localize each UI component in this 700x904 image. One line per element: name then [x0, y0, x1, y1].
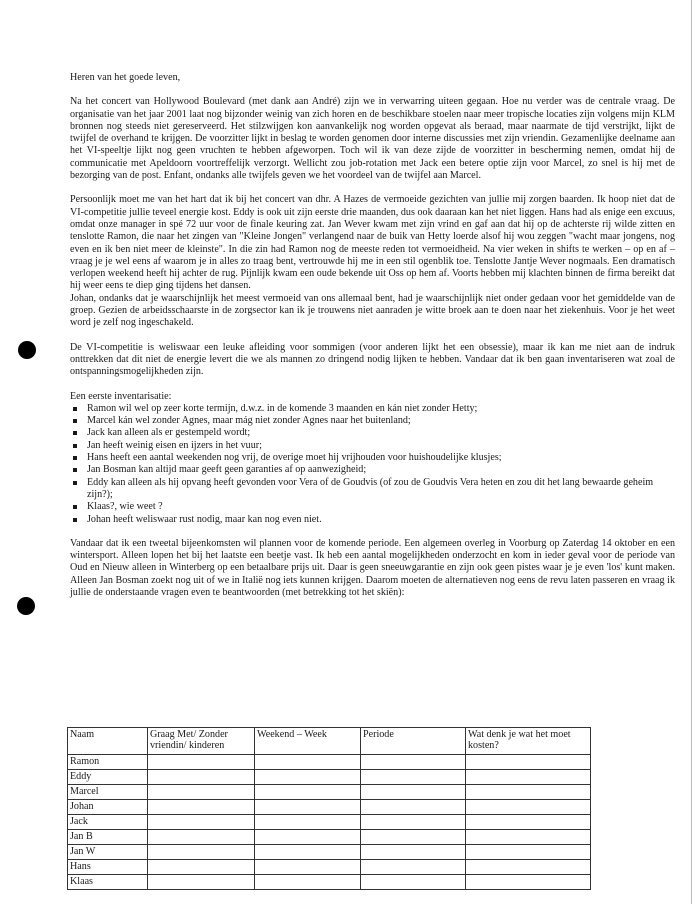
page-edge-line — [691, 0, 692, 904]
answer-cell — [255, 755, 361, 770]
closing-paragraph: Vandaar dat ik een tweetal bijeenkomsten wil plannen voor de komende periode. Een algemeen overleg in Voorburg op Zaterdag 14 oktober en een wintersport. Alleen lopen het bij het laatste een beetje vast. Ik heb een aantal mogelijkheden onderzocht en kom in ieder geval voor de periode van Oud en Nieuw alleen in Winterberg op een betaalbare prijs uit. Daar is geen sneeuwgarantie en zijn ook geen pistes waar je je even 'los' kunt maken. Alleen Jan Bosman zoekt nog uit of we in Italië nog iets kunnen krijgen. Daarom moeten de alternatieven nog eens de revu laten passeren en vraag ik jullie de onderstaande vragen even te beantwoorden (met betrekking tot het skiën): — [70, 537, 675, 598]
answer-cell — [255, 830, 361, 845]
punch-hole — [17, 597, 35, 615]
table-header-row — [68, 728, 591, 755]
answer-cell — [148, 785, 255, 800]
answer-cell — [466, 755, 591, 770]
answer-cell — [148, 800, 255, 815]
answer-cell — [255, 800, 361, 815]
name-cell: Ramon — [68, 755, 148, 770]
table-row — [68, 875, 591, 890]
answer-cell — [361, 830, 466, 845]
answer-cell — [148, 815, 255, 830]
answer-cell — [148, 875, 255, 890]
answer-cell — [466, 830, 591, 845]
column-header: Weekend – Week — [255, 728, 361, 755]
answer-cell — [361, 815, 466, 830]
answer-cell — [361, 800, 466, 815]
answer-cell — [361, 845, 466, 860]
name-cell: Jan W — [68, 845, 148, 860]
answer-cell — [255, 770, 361, 785]
list-item: Jan heeft weinig eisen en ijzers in het vuur; — [70, 440, 675, 452]
answer-cell — [361, 860, 466, 875]
list-item: Klaas?, wie weet ? — [70, 501, 675, 513]
name-cell: Marcel — [68, 785, 148, 800]
table-row — [68, 755, 591, 770]
answer-cell — [361, 875, 466, 890]
answer-cell — [148, 860, 255, 875]
table-row — [68, 830, 591, 845]
list-item: Hans heeft een aantal weekenden nog vrij, de overige moet hij vrijhouden voor huishoudelijke klusjes; — [70, 452, 675, 464]
table-row — [68, 785, 591, 800]
table-row — [68, 845, 591, 860]
table-row — [68, 800, 591, 815]
list-item: Johan heeft weliswaar rust nodig, maar kan nog even niet. — [70, 514, 675, 526]
list-item: Eddy kan alleen als hij opvang heeft gevonden voor Vera of de Goudvis (of zou de Goudvis Vera heten en zou dit het lang bewaarde geheim zijn?); — [70, 477, 675, 502]
paragraph: Johan, ondanks dat je waarschijnlijk het meest vermoeid van ons allemaal bent, had je waarschijnlijk niet onder gedaan voor het gemiddelde van de groep. Gezien de arbeidsschaarste in de zorgsector kan ik je trouwens niet aanraden je witte broek aan te doen naar het ziekenhuis. Voor je het weet word je zelf nog ingeschakeld. — [70, 292, 675, 329]
inventory-intro: Een eerste inventarisatie: — [70, 390, 172, 402]
column-header: Wat denk je wat het moet kosten? — [466, 728, 591, 755]
name-cell: Klaas — [68, 875, 148, 890]
answer-cell — [466, 785, 591, 800]
paragraph: Na het concert van Hollywood Boulevard (met dank aan André) zijn we in verwarring uiteen gegaan. Hoe nu verder was de centrale vraag. De organisatie van het jaar 2001 laat nog bijzonder weinig van zich horen en de beschikbare stoelen naar meer tropische locaties zijn volgens mijn KLM bronnen nog steeds niet gereserveerd. Het stilzwijgen kon aanvankelijk nog worden opgevat als beraad, maar naarmate de tijd verstrijkt, lijkt de twijfel de overhand te krijgen. De voorzitter lijkt in beslag te worden genomen door interne discussies met zijn vriendin. Gezamenlijke deelname aan het VI-speeltje lijkt nog geen vruchten te hebben afgeworpen. Toch wil ik van deze zijde de voorzitter in bescherming nemen, omdat hij de communicatie met Apeldoorn voortreffelijk verzorgt. Wellicht zou job-rotation met Jack een betere optie zijn voor Marcel, zo snel is hij met de bezorging van de post. Enfant, ondanks alle twijfels geven we het voordeel van de twijfel aan Marcel. — [70, 96, 675, 182]
ski-survey-table — [67, 727, 591, 890]
list-item: Marcel kán wel zonder Agnes, maar mág niet zonder Agnes naar het buitenland; — [70, 415, 675, 427]
list-item: Jan Bosman kan altijd maar geeft geen garanties af op aanwezigheid; — [70, 464, 675, 476]
name-cell: Jan B — [68, 830, 148, 845]
table-body — [68, 755, 591, 890]
name-cell: Jack — [68, 815, 148, 830]
answer-cell — [466, 875, 591, 890]
punch-hole — [18, 341, 36, 359]
answer-cell — [466, 770, 591, 785]
answer-cell — [361, 785, 466, 800]
name-cell: Johan — [68, 800, 148, 815]
answer-cell — [466, 800, 591, 815]
paragraph: De VI-competitie is weliswaar een leuke afleiding voor sommigen (voor anderen lijkt het een obsessie), maar ik kan me niet aan de indruk onttrekken dat dit niet de energie levert die we als mannen zo dringend nodig lijken te hebben. Vandaar dat ik ben gaan inventariseren wat zoal de ontspanningsmogelijkheden zijn. — [70, 341, 675, 378]
answer-cell — [466, 815, 591, 830]
answer-cell — [255, 785, 361, 800]
answer-cell — [148, 770, 255, 785]
list-item: Ramon wil wel op zeer korte termijn, d.w.z. in de komende 3 maanden en kán niet zonder Hetty; — [70, 403, 675, 415]
answer-cell — [361, 755, 466, 770]
answer-cell — [255, 815, 361, 830]
answer-cell — [255, 845, 361, 860]
answer-cell — [466, 845, 591, 860]
list-item: Jack kan alleen als er gestempeld wordt; — [70, 427, 675, 439]
name-cell: Eddy — [68, 770, 148, 785]
answer-cell — [148, 830, 255, 845]
table-row — [68, 770, 591, 785]
greeting: Heren van het goede leven, — [70, 72, 181, 83]
answer-cell — [148, 755, 255, 770]
answer-cell — [148, 845, 255, 860]
table-row — [68, 860, 591, 875]
letter-body — [70, 72, 675, 611]
name-cell: Hans — [68, 860, 148, 875]
answer-cell — [361, 770, 466, 785]
answer-cell — [466, 860, 591, 875]
column-header: Periode — [361, 728, 466, 755]
answer-cell — [255, 860, 361, 875]
inventory-list — [70, 403, 675, 526]
paragraph: Persoonlijk moet me van het hart dat ik bij het concert van dhr. A Hazes de vermoeide gezichten van jullie mij zorgen baarden. Ik hoop niet dat de VI-competitie jullie teveel energie kost. Eddy is ook uit zijn eerste drie maanden, dus ook daaraan kan het niet liggen. Hans had als enige een excuus, omdat onze manager in spé 72 uur voor de finale keuring zat. Jan Wever kwam met zijn vrind en gaf aan dat hij op de achterste rij wilde zitten en tenslotte Ramon, die naar het zingen van "Kleine Jongen" verlangend naar de buik van Hetty loerde alsof hij wou zeggen "wacht maar jongens, nog even en ik ben niet meer de kleinste". In die zin had Ramon nog de meeste reden tot vermoeidheid. Na vier weken in shifts te werken – op en af – vraag je je wel eens af waarom je in alles zo traag bent, vertrouwde hij me in een stil ogenblik toe. Tenslotte Jantje Wever nogmaals. Een dramatisch verlopen weekend heeft hij achter de rug. Pijnlijk kwam een oude bekende uit Oss op hem af. Voorts hebben mij klachten binnen de firma bereikt dat hij weer eens te diep ging tijdens het dansen. — [70, 194, 675, 292]
answer-cell — [255, 875, 361, 890]
column-header: Naam — [68, 728, 148, 755]
table-row — [68, 815, 591, 830]
column-header: Graag Met/ Zonder vriendin/ kinderen — [148, 728, 255, 755]
